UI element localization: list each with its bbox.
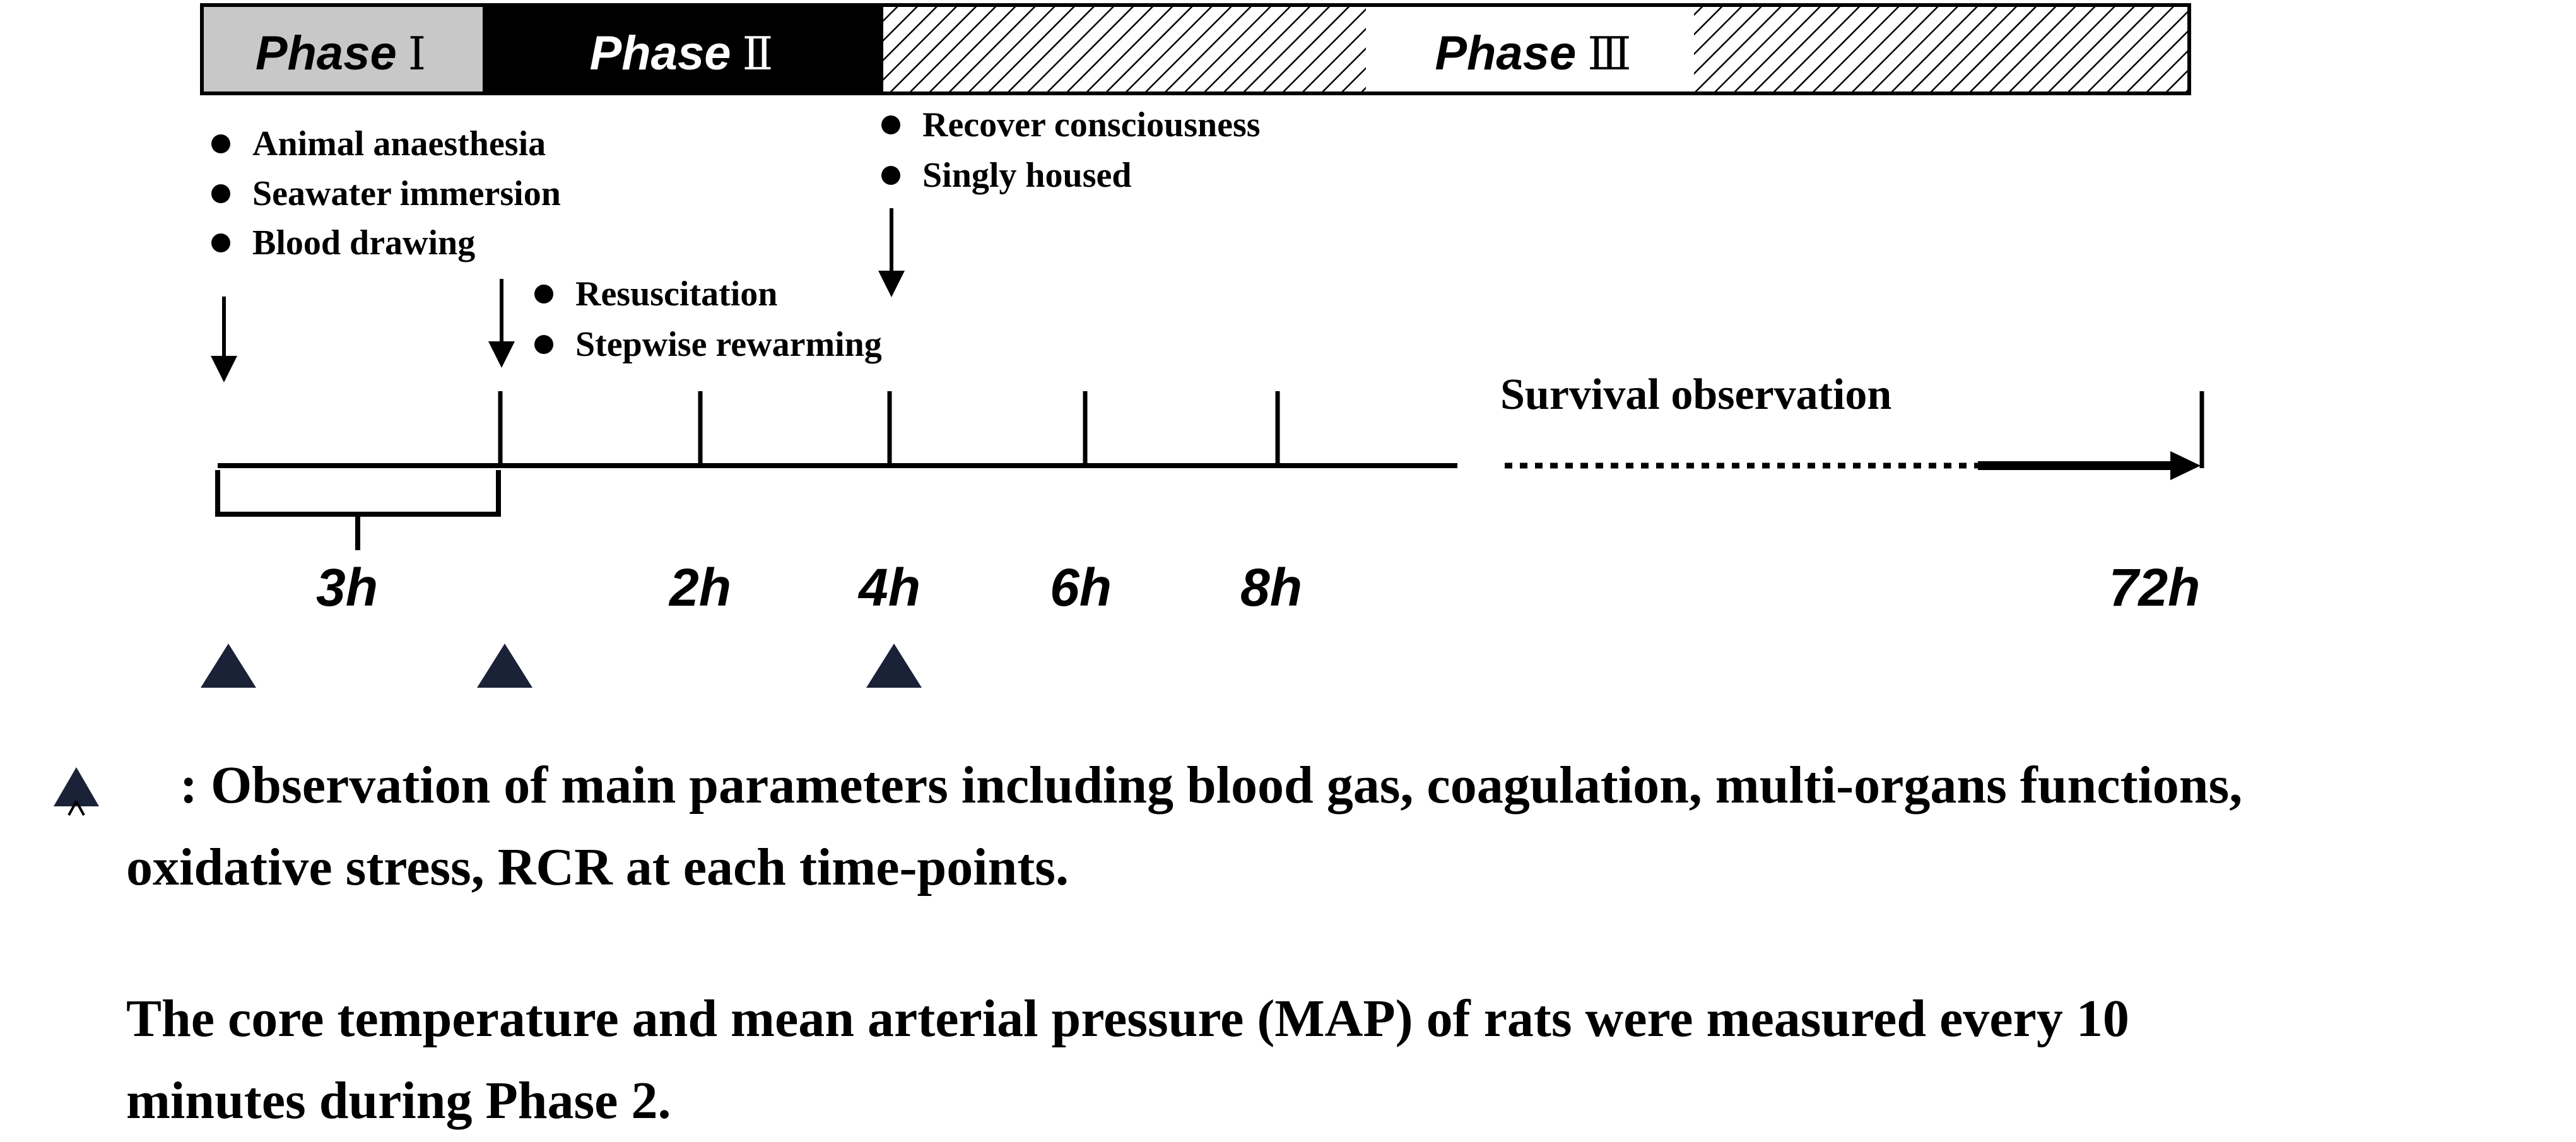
phase-1-events [211,124,561,262]
phase-bar [202,5,2189,93]
phase-1-label: Phase Ⅰ [255,26,426,80]
phase-2-events [534,274,882,364]
triangle-marker-icon [866,644,922,688]
bullet-icon [211,184,230,203]
bullet-icon [534,335,553,354]
bullet-icon [881,115,900,134]
phase-2-label: Phase Ⅱ [589,26,773,80]
tick-label-72h: 72h [2108,558,2201,617]
tick-label-2h: 2h [669,558,732,617]
event-recover-consciousness: Recover consciousness [922,105,1261,144]
triangle-marker-icon [477,644,532,688]
timeline [218,391,2202,550]
bullet-icon [534,285,553,303]
phase-3-events [881,105,1261,195]
tick-label-6h: 6h [1049,558,1112,617]
phase-3-hatch-left [883,5,1366,93]
triangle-marker-icon [201,644,256,688]
bullet-icon [211,233,230,252]
event-seawater-immersion: Seawater immersion [252,174,561,213]
phase-3-hatch-right [1694,5,2189,93]
core-note-line2: minutes during Phase 2. [126,1071,671,1130]
event-resuscitation: Resuscitation [575,274,778,314]
bullet-icon [881,166,900,185]
survival-observation-label: Survival observation [1500,370,1892,419]
core-note-line1: The core temperature and mean arterial pressure (MAP) of rats were measured every 10 [126,989,2129,1048]
arrow-head-icon [2170,451,2201,480]
tick-label-3h: 3h [315,558,379,617]
event-singly-housed: Singly housed [922,156,1132,195]
observation-markers [201,644,922,688]
tick-labels [316,558,2200,617]
tick-label-4h: 4h [858,558,921,617]
event-animal-anaesthesia: Animal anaesthesia [252,124,546,163]
phase-1-bracket [218,470,498,550]
tick-label-8h: 8h [1240,558,1303,617]
legend-triangle-icon [47,765,110,821]
phase-3-label: Phase Ⅲ [1435,26,1632,80]
event-blood-drawing: Blood drawing [252,223,476,262]
bullet-icon [211,134,230,153]
legend-text-line1: : Observation of main parameters including blood gas, coagulation, multi-organs functions, [180,756,2243,815]
event-stepwise-rewarming: Stepwise rewarming [575,325,882,364]
legend-text-line2: oxidative stress, RCR at each time-points. [126,838,1069,897]
